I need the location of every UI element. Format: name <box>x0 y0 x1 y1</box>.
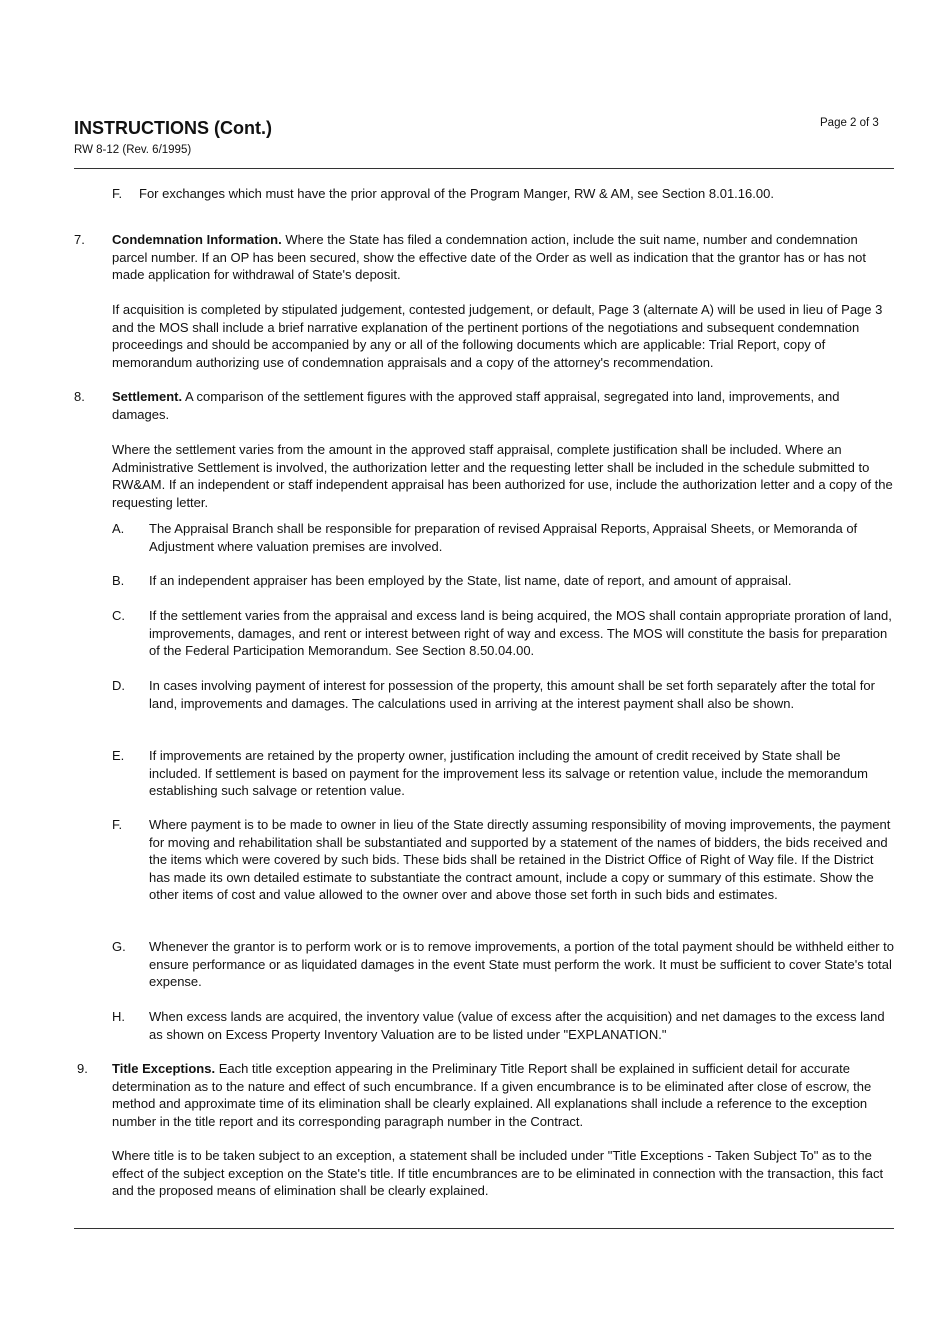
section-title-exceptions <box>112 1060 894 1130</box>
item-letter: G. <box>112 939 126 954</box>
section-text: Where the State has filed a condemnation action, include the suit name, number and condemnation parcel number. If an OP has been secured, show the effective date of the Order as well as indication that the grantor has or has not made application for withdrawal of State's deposit. <box>112 232 866 282</box>
section-number: 8. <box>74 389 85 404</box>
section-number: 7. <box>74 232 85 247</box>
item-letter: D. <box>112 678 125 693</box>
section-label: Condemnation Information. <box>112 232 282 247</box>
section-paragraph: Where the settlement varies from the amount in the approved staff appraisal, complete justification shall be included. Where an Administrative Settlement is involved, the authorization letter and the requesting letter shall be included in the schedule submitted to RW&AM. If an independent or staff independent appraisal has been authorized for use, include the authorization letter and a copy of the requesting letter. <box>112 442 893 510</box>
header-divider <box>74 168 894 169</box>
footer-divider <box>74 1228 894 1229</box>
section-label: Title Exceptions. <box>112 1061 216 1076</box>
item-text: Where payment is to be made to owner in lieu of the State directly assuming responsibility of moving improvements, the payment for moving and rehabilitation shall be substantiated and supported by a statement of the names of bidders, the bids received and the items which were covered by such bids. These bids shall be retained in the District Office of Right of Way file. If the District has made its own detailed estimate to substantiate the contract amount, include a copy or summary of this estimate. Show the other items of cost and value allowed to the owner over and above those set forth in such bids and estimates. <box>149 817 891 902</box>
section-label: Settlement. <box>112 389 183 404</box>
form-id: RW 8-12 (Rev. 6/1995) <box>74 144 192 156</box>
item-text: In cases involving payment of interest for possession of the property, this amount shall be set forth separately after the total for land, improvements and damages. The calculations used in arriving at the interest payment shall also be shown. <box>149 678 875 711</box>
item-letter: F. <box>112 186 123 201</box>
item-letter: A. <box>112 521 125 536</box>
section-paragraph: If acquisition is completed by stipulated judgement, contested judgement, or default, Page 3 (alternate A) will be used in lieu of Page 3 and the MOS shall include a brief narrative explanation of the pertinent portions of the negotiations and subsequent condemnation proceedings and should be accompanied by any or all of the following documents which are applicable: Trial Report, copy of memorandum authorizing use of condemnation appraisals and a copy of the attorney's recommendation. <box>112 302 883 370</box>
section-text: A comparison of the settlement figures with the approved staff appraisal, segregated into land, improvements, and damages. <box>112 389 840 422</box>
section-condemnation <box>112 231 894 284</box>
item-letter: F. <box>112 817 123 832</box>
section-settlement <box>112 388 894 423</box>
item-letter: E. <box>112 748 125 763</box>
section-number: 9. <box>77 1061 88 1076</box>
page-title: INSTRUCTIONS (Cont.) <box>74 118 272 138</box>
section-paragraph: Where title is to be taken subject to an exception, a statement shall be included under "Title Exceptions - Taken Subject To" as to the effect of the subject exception on the State's title. If title encumbrances are to be eliminated in connection with the transaction, this fact and the proposed means of elimination shall be clearly explained. <box>112 1148 884 1198</box>
item-text: If an independent appraiser has been employed by the State, list name, date of report, and amount of appraisal. <box>149 573 792 588</box>
item-text: If improvements are retained by the property owner, justification including the amount of credit received by State shall be included. If settlement is based on payment for the improvement less its salvage or retention value, include the memorandum establishing such salvage or retention value. <box>149 748 868 798</box>
item-text: The Appraisal Branch shall be responsible for preparation of revised Appraisal Reports, Appraisal Sheets, or Memoranda of Adjustment where valuation premises are involved. <box>149 521 858 554</box>
item-text: When excess lands are acquired, the inventory value (value of excess after the acquisition) and net damages to the excess land as shown on Excess Property Inventory Valuation are to be listed under "EXPLANATION." <box>149 1009 885 1042</box>
item-text: Whenever the grantor is to perform work or is to remove improvements, a portion of the total payment should be withheld either to ensure performance or as liquidated damages in the event State must perform the work. It must be sufficient to cover State's total expense. <box>149 939 894 989</box>
item-letter: B. <box>112 573 125 588</box>
item-letter: C. <box>112 608 125 623</box>
page-number: Page 2 of 3 <box>820 117 879 129</box>
section-text: Each title exception appearing in the Preliminary Title Report shall be explained in sufficient detail for accurate determination as to the nature and effect of such encumbrance. If a given encumbrance is to be eliminated after close of escrow, the method and approximate time of its elimination shall be clearly explained. All explanations shall include a reference to the exception number in the title report and its corresponding paragraph number in the Contract. <box>112 1061 872 1129</box>
item-text: For exchanges which must have the prior approval of the Program Manger, RW & AM, see Section 8.01.16.00. <box>139 186 774 201</box>
item-text: If the settlement varies from the appraisal and excess land is being acquired, the MOS shall contain appropriate proration of land, improvements, damages, and rent or interest between right of way and excess. The MOS will constitute the basis for preparation of the Federal Participation Memorandum. See Section 8.50.04.00. <box>149 608 892 658</box>
item-letter: H. <box>112 1009 125 1024</box>
